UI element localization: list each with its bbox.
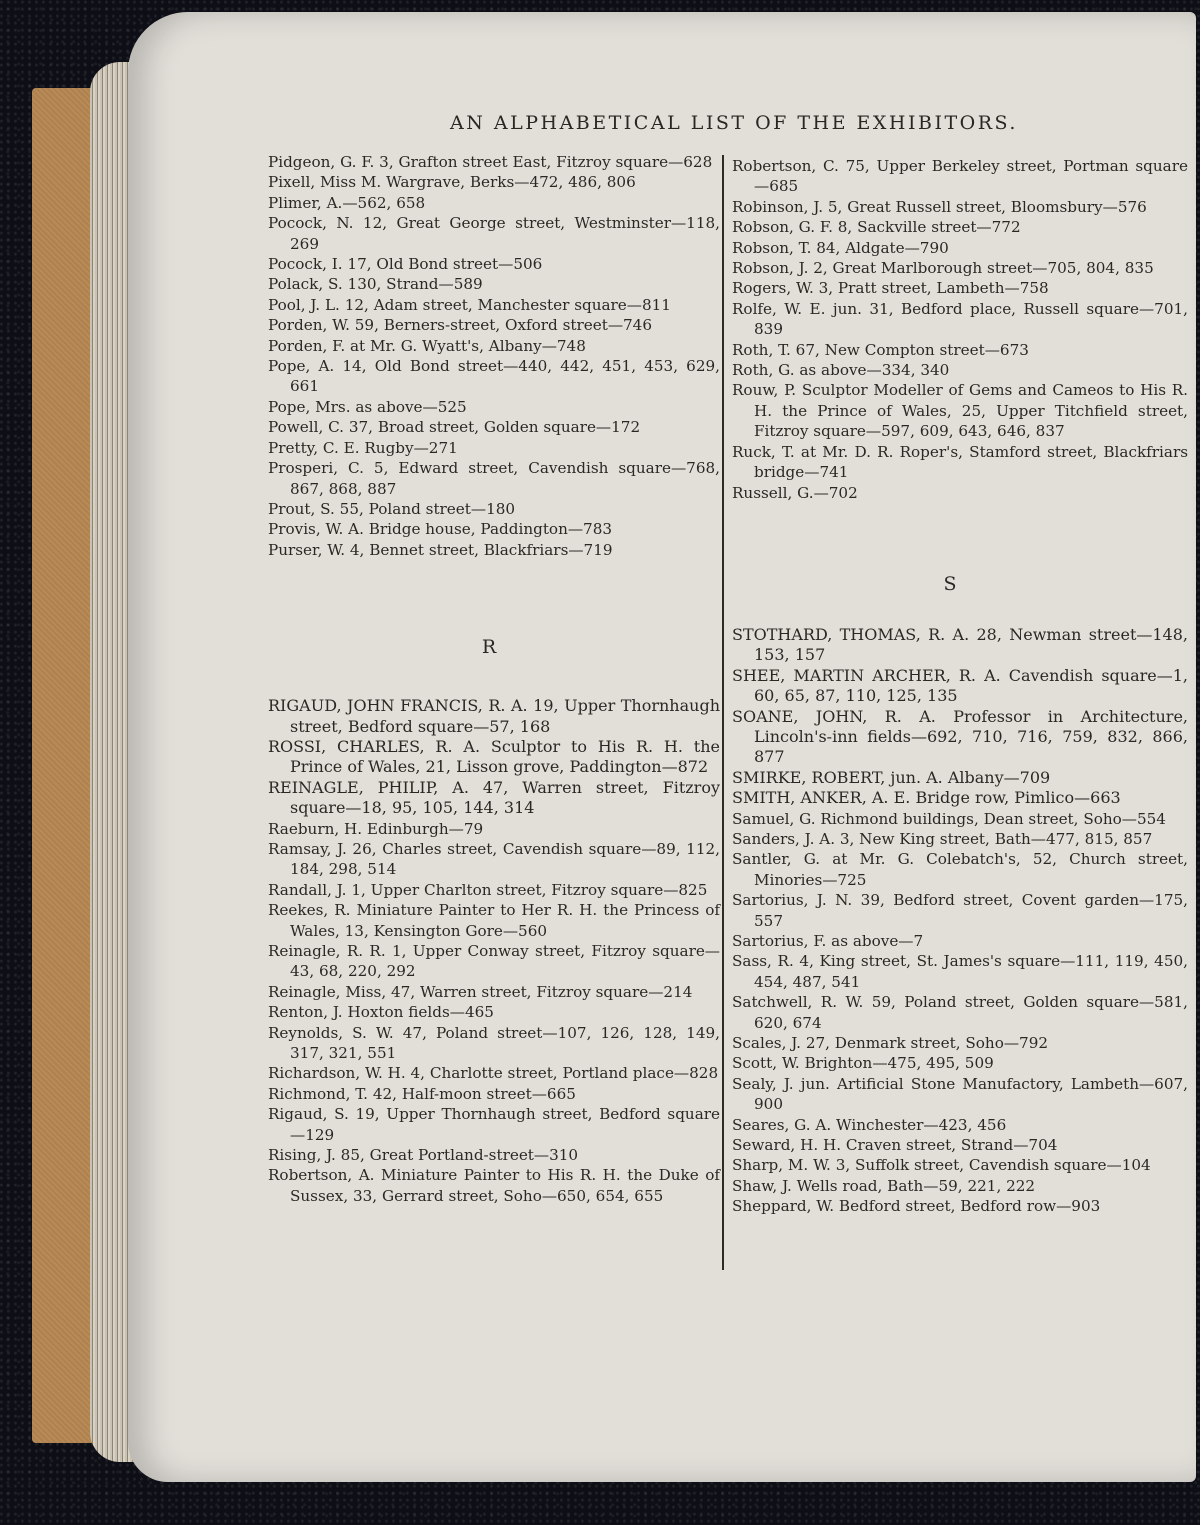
entry-r-15: Rising, J. 85, Great Portland-street—310 bbox=[268, 1146, 579, 1165]
entry-ro-5: Robson, J. 2, Great Marlborough street—705, 804, 835 bbox=[732, 259, 1154, 278]
entry-ro-10: Rouw, P. Sculptor Modeller of Gems and Cameos to His R. H. the Prince of Wales, 25, Upper Titchfield street, Fitzroy square—597, 609, 643, 646, 837 bbox=[732, 381, 1188, 441]
entry-r-5: Ramsay, J. 26, Charles street, Cavendish square—89, 112, 184, 298, 514 bbox=[268, 839, 720, 879]
entry-r-10: Renton, J. Hoxton fields—465 bbox=[268, 1003, 494, 1022]
entry-ro-7: Rolfe, W. E. jun. 31, Bedford place, Russell square—701, 839 bbox=[732, 299, 1188, 339]
entry-ro-4: Robson, T. 84, Aldgate—790 bbox=[732, 238, 949, 257]
entry-p-1: Pidgeon, G. F. 3, Grafton street East, Fitzroy square—628 bbox=[268, 153, 713, 171]
entry-p-6: Polack, S. 130, Strand—589 bbox=[268, 275, 483, 294]
right-column bbox=[732, 156, 1188, 1217]
entry-s-3: SOANE, JOHN, R. A. Professor in Architecture, Lincoln's-inn fields—692, 710, 716, 759, 832, 866, 877 bbox=[732, 706, 1188, 767]
entry-ro-8: Roth, T. 67, New Compton street—673 bbox=[732, 340, 1029, 359]
entry-r-7: Reekes, R. Miniature Painter to Her R. H. the Princess of Wales, 13, Kensington Gore—560 bbox=[268, 901, 720, 940]
entry-s-12: Satchwell, R. W. 59, Poland street, Golden square—581, 620, 674 bbox=[732, 993, 1188, 1032]
entry-s-5: SMITH, ANKER, A. E. Bridge row, Pimlico—663 bbox=[732, 788, 1121, 808]
running-head: AN ALPHABETICAL LIST OF THE EXHIBITORS. bbox=[450, 112, 1018, 134]
entry-p-7: Pool, J. L. 12, Adam street, Manchester square—811 bbox=[268, 295, 671, 314]
entry-ro-12: Russell, G.—702 bbox=[732, 483, 858, 502]
entry-s-16: Seares, G. A. Winchester—423, 456 bbox=[732, 1115, 1007, 1134]
entry-s-10: Sartorius, F. as above—7 bbox=[732, 932, 924, 950]
entry-p-17: Purser, W. 4, Bennet street, Blackfriars—719 bbox=[268, 540, 613, 559]
entry-s-18: Sharp, M. W. 3, Suffolk street, Cavendish square—104 bbox=[732, 1156, 1151, 1175]
entry-r-12: Richardson, W. H. 4, Charlotte street, Portland place—828 bbox=[268, 1064, 719, 1083]
entry-r-16: Robertson, A. Miniature Painter to His R. H. the Duke of Sussex, 33, Gerrard street, Soho—650, 654, 655 bbox=[268, 1166, 720, 1205]
entry-s-4: SMIRKE, ROBERT, jun. A. Albany—709 bbox=[732, 767, 1051, 787]
entry-r-9: Reinagle, Miss, 47, Warren street, Fitzroy square—214 bbox=[268, 982, 693, 1001]
entry-r-8: Reinagle, R. R. 1, Upper Conway street, Fitzroy square—43, 68, 220, 292 bbox=[268, 942, 720, 981]
entry-p-12: Powell, C. 37, Broad street, Golden square—172 bbox=[268, 418, 641, 437]
entry-r-2: ROSSI, CHARLES, R. A. Sculptor to His R. H. the Prince of Wales, 21, Lisson grove, Paddington—872 bbox=[268, 736, 720, 777]
entry-p-15: Prout, S. 55, Poland street—180 bbox=[268, 499, 516, 518]
entry-p-14: Prosperi, C. 5, Edward street, Cavendish square—768, 867, 868, 887 bbox=[268, 459, 720, 498]
entry-r-1: RIGAUD, JOHN FRANCIS, R. A. 19, Upper Thornhaugh street, Bedford square—57, 168 bbox=[268, 696, 720, 736]
entry-ro-3: Robson, G. F. 8, Sackville street—772 bbox=[732, 218, 1021, 237]
entry-p-3: Plimer, A.—562, 658 bbox=[268, 193, 426, 212]
entry-p-9: Porden, F. at Mr. G. Wyatt's, Albany—748 bbox=[268, 336, 586, 355]
entry-p-10: Pope, A. 14, Old Bond street—440, 442, 451, 453, 629, 661 bbox=[268, 357, 720, 396]
entry-s-1: STOTHARD, THOMAS, R. A. 28, Newman street—148, 153, 157 bbox=[732, 624, 1188, 665]
entry-s-6: Samuel, G. Richmond buildings, Dean street, Soho—554 bbox=[732, 809, 1166, 828]
entry-r-13: Richmond, T. 42, Half-moon street—665 bbox=[268, 1084, 576, 1103]
entry-p-16: Provis, W. A. Bridge house, Paddington—783 bbox=[268, 520, 613, 539]
entry-s-19: Shaw, J. Wells road, Bath—59, 221, 222 bbox=[732, 1176, 1036, 1195]
entry-ro-2: Robinson, J. 5, Great Russell street, Bloomsbury—576 bbox=[732, 197, 1147, 216]
left-column bbox=[268, 152, 720, 1206]
entry-r-14: Rigaud, S. 19, Upper Thornhaugh street, Bedford square—129 bbox=[268, 1105, 720, 1144]
entry-ro-9: Roth, G. as above—334, 340 bbox=[732, 361, 950, 380]
entry-s-20: Sheppard, W. Bedford street, Bedford row—903 bbox=[732, 1197, 1101, 1216]
entry-r-3: REINAGLE, PHILIP, A. 47, Warren street, Fitzroy square—18, 95, 105, 144, 314 bbox=[268, 777, 720, 818]
entry-r-6: Randall, J. 1, Upper Charlton street, Fitzroy square—825 bbox=[268, 880, 708, 899]
entry-p-2: Pixell, Miss M. Wargrave, Berks—472, 486, 806 bbox=[268, 173, 636, 192]
entry-s-14: Scott, W. Brighton—475, 495, 509 bbox=[732, 1054, 994, 1073]
entry-s-9: Sartorius, J. N. 39, Bedford street, Covent garden—175, 557 bbox=[732, 891, 1188, 930]
entry-s-15: Sealy, J. jun. Artificial Stone Manufactory, Lambeth—607, 900 bbox=[732, 1074, 1188, 1114]
entry-p-4: Pocock, N. 12, Great George street, Westminster—118, 269 bbox=[268, 214, 720, 253]
entry-s-7: Sanders, J. A. 3, New King street, Bath—477, 815, 857 bbox=[732, 829, 1153, 848]
entry-r-11: Reynolds, S. W. 47, Poland street—107, 126, 128, 149, 317, 321, 551 bbox=[268, 1023, 720, 1063]
entry-r-4: Raeburn, H. Edinburgh—79 bbox=[268, 819, 484, 838]
entry-ro-6: Rogers, W. 3, Pratt street, Lambeth—758 bbox=[732, 279, 1049, 298]
entry-p-13: Pretty, C. E. Rugby—271 bbox=[268, 438, 458, 457]
entry-ro-1: Robertson, C. 75, Upper Berkeley street, Portman square—685 bbox=[732, 157, 1188, 196]
entry-p-5: Pocock, I. 17, Old Bond street—506 bbox=[268, 255, 543, 274]
entry-s-13: Scales, J. 27, Denmark street, Soho—792 bbox=[732, 1034, 1049, 1053]
entry-s-17: Seward, H. H. Craven street, Strand—704 bbox=[732, 1136, 1058, 1155]
entry-p-8: Porden, W. 59, Berners-street, Oxford street—746 bbox=[268, 316, 653, 335]
section-letter-s: S bbox=[943, 572, 957, 595]
entry-s-8: Santler, G. at Mr. G. Colebatch's, 52, Church street, Minories—725 bbox=[732, 850, 1188, 889]
entry-p-11: Pope, Mrs. as above—525 bbox=[268, 397, 467, 416]
entry-ro-11: Ruck, T. at Mr. D. R. Roper's, Stamford street, Blackfriars bridge—741 bbox=[732, 442, 1188, 482]
section-letter-r: R bbox=[481, 636, 497, 659]
entry-s-11: Sass, R. 4, King street, St. James's square—111, 119, 450, 454, 487, 541 bbox=[732, 952, 1188, 991]
entry-s-2: SHEE, MARTIN ARCHER, R. A. Cavendish square—1, 60, 65, 87, 110, 125, 135 bbox=[732, 665, 1188, 706]
column-rule bbox=[722, 155, 724, 1270]
